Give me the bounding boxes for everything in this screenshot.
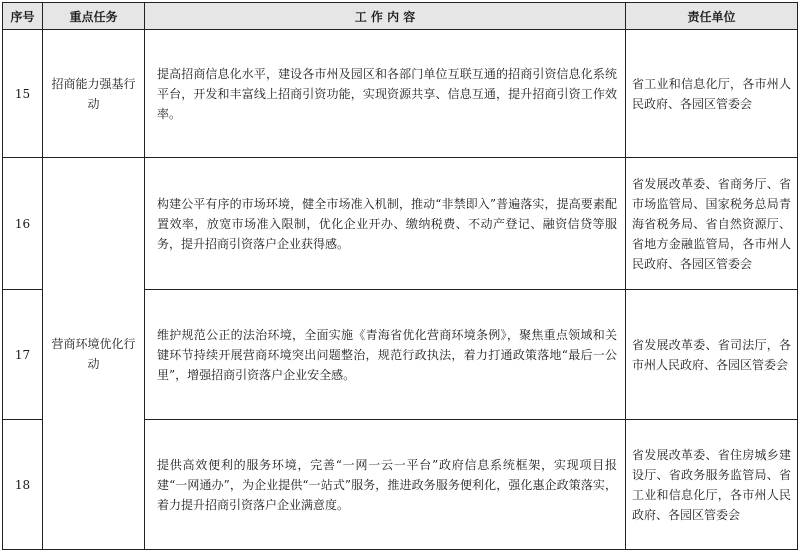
responsible-unit: 省发展改革委、省商务厅、省市场监管局、国家税务总局青海省税务局、省自然资源厅、省地方金融监管局，各市州人民政府、各园区管委会: [626, 158, 798, 290]
task-table: [2, 2, 798, 550]
work-content: 提供高效便利的服务环境，完善“一网一云一平台”政府信息系统框架，实现项目报建“一网通办”，为企业提供“一站式”服务，推进政务服务便利化，强化惠企政策落实，着力提升招商引资落户企业满意度。: [145, 420, 626, 550]
header-work: 工 作 内 容: [145, 3, 626, 30]
task-name-text: 营商环境优化行动: [51, 336, 136, 371]
work-content: 提高招商信息化水平，建设各市州及园区和各部门单位互联互通的招商引资信息化系统平台，开发和丰富线上招商引资功能，实现资源共享、信息互通，提升招商引资工作效率。: [145, 30, 626, 158]
row-number: 17: [3, 290, 43, 420]
task-name-text: 招商能力强基行动: [51, 76, 136, 111]
table-row: [3, 30, 798, 158]
row-number: 15: [3, 30, 43, 158]
table-row: [3, 158, 798, 290]
responsible-unit: 省发展改革委、省住房城乡建设厅、省政务服务监管局、省工业和信息化厅，各市州人民政府、各园区管委会: [626, 420, 798, 550]
row-number: 18: [3, 420, 43, 550]
work-content: 构建公平有序的市场环境，健全市场准入机制，推动“非禁即入”普遍落实，提高要素配置效率，放宽市场准入限制，优化企业开办、缴纳税费、不动产登记、融资信贷等服务，提升招商引资落户企业获得感。: [145, 158, 626, 290]
work-content: 维护规范公正的法治环境，全面实施《青海省优化营商环境条例》，聚焦重点领域和关键环节持续开展营商环境突出问题整治，规范行政执法，着力打通政策落地“最后一公里”，增强招商引资落户企业安全感。: [145, 290, 626, 420]
header-no: 序号: [3, 3, 43, 30]
task-name: [43, 30, 145, 158]
table-header-row: [3, 3, 798, 30]
row-number: 16: [3, 158, 43, 290]
responsible-unit: 省工业和信息化厅，各市州人民政府、各园区管委会: [626, 30, 798, 158]
header-unit: 责任单位: [626, 3, 798, 30]
header-task: 重点任务: [43, 3, 145, 30]
task-name: [43, 158, 145, 550]
responsible-unit: 省发展改革委、省司法厅，各市州人民政府、各园区管委会: [626, 290, 798, 420]
